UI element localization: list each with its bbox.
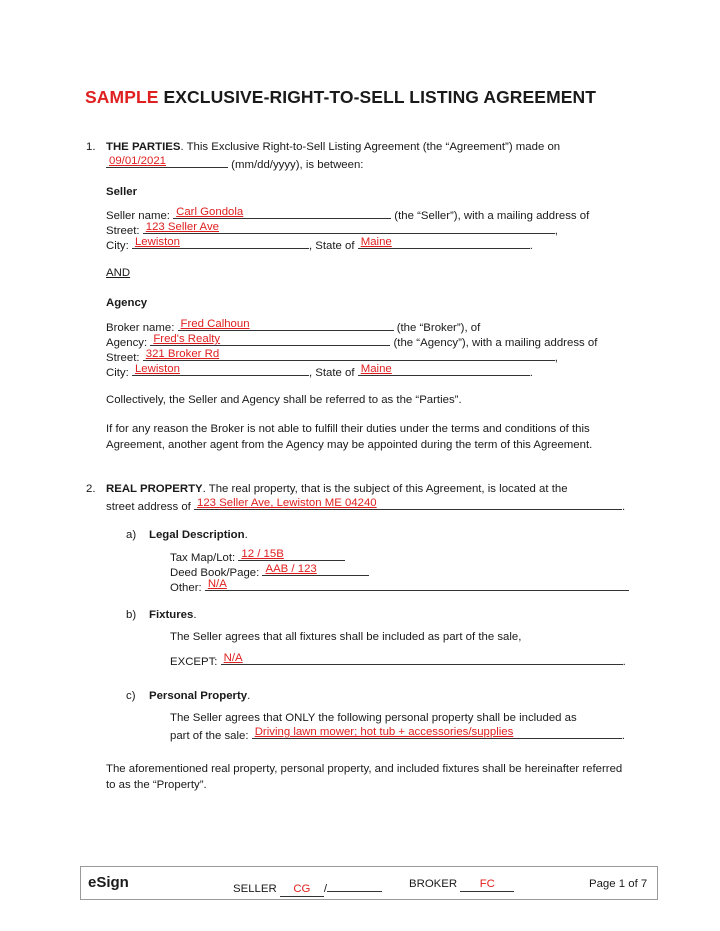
property-address-line: street address of 123 Seller Ave, Lewiston ME 04240 . [106,497,626,513]
deed-book-label: Deed Book/Page: [170,567,260,579]
seller-state-label: , State of [308,240,355,252]
seller-city-label: City: [106,240,129,252]
section-1-number: 1. [86,141,96,153]
section-1-intro-text: . This Exclusive Right-to-Sell Listing Agreement (the “Agreement”) made on [180,141,561,153]
section-2-intro-text: . The real property, that is the subject of this Agreement, is located at the [202,483,568,495]
fixtures-except-field[interactable]: N/A [221,652,623,665]
agreement-date-field[interactable]: 09/01/2021 [106,155,228,168]
legal-description-heading: Legal Description. [149,529,248,541]
section-1-intro [106,140,560,154]
legal-marker: a) [126,529,137,541]
closing-paragraph: The aforementioned real property, personal property, and included fixtures shall be hereinafter referred to as the “Property”. [106,763,623,791]
fixtures-except-label: EXCEPT: [170,656,218,668]
seller-street-label: Street: [106,225,140,237]
other-field[interactable]: N/A [205,578,629,591]
seller-initials-field[interactable]: CG [280,883,324,897]
fulfill-paragraph: If for any reason the Broker is not able to fulfill their duties under the terms and conditions of this Agreement, another agent from the Agency may be appointed during the term of this Agreement. [106,423,593,451]
agency-city-label: City: [106,367,129,379]
agency-city-line: City: Lewiston , State of Maine . [106,363,533,379]
agency-name-suffix: (the “Agency”), with a mailing address of [393,337,598,349]
agency-name-field[interactable]: Fred's Realty [150,333,390,346]
section-2-heading: REAL PROPERTY [106,483,203,495]
property-address-label: street address of [106,501,191,513]
agency-city-field[interactable]: Lewiston [132,363,309,376]
seller-name-label: Seller name: [106,210,170,222]
broker-name-suffix: (the “Broker”), of [396,322,481,334]
broker-initials-line [409,878,514,892]
agency-name-label: Agency: [106,337,148,349]
agency-street-field[interactable]: 321 Broker Rd [143,348,555,361]
personal-property-field[interactable]: Driving lawn mower; hot tub + accessories/supplies [252,726,622,739]
agreement-date-line [106,155,363,172]
agreement-date-suffix: (mm/dd/yyyy), is between: [231,159,364,171]
title-text: EXCLUSIVE-RIGHT-TO-SELL LISTING AGREEMENT [158,87,597,107]
other-label: Other: [170,582,202,594]
agency-street-line: Street: 321 Broker Rd , [106,348,558,364]
seller-initials-second-field[interactable] [327,878,382,892]
other-line [170,578,629,595]
seller-name-suffix: (the “Seller”), with a mailing address of [394,210,590,222]
title-sample-word: SAMPLE [85,87,159,107]
seller-heading: Seller [106,186,138,198]
fixtures-except-line: EXCEPT: N/A . [170,652,626,668]
initials-slash: / [323,883,328,895]
page-number: Page 1 of 7 [589,878,648,890]
agency-heading: Agency [106,297,148,309]
fixtures-heading: Fixtures. [149,609,197,621]
fixtures-marker: b) [126,609,137,621]
tax-map-field[interactable]: 12 / 15B [238,548,345,561]
agency-street-label: Street: [106,352,140,364]
fixtures-text: The Seller agrees that all fixtures shall be included as part of the sale, [170,631,522,643]
section-1-heading: THE PARTIES [106,141,181,153]
broker-name-label: Broker name: [106,322,175,334]
seller-street-line: Street: 123 Seller Ave , [106,221,558,237]
agency-state-label: , State of [308,367,355,379]
deed-book-field[interactable]: AAB / 123 [262,563,369,576]
seller-city-line: City: Lewiston , State of Maine . [106,236,533,252]
agency-state-field[interactable]: Maine [358,363,530,376]
broker-name-field[interactable]: Fred Calhoun [178,318,394,331]
seller-state-field[interactable]: Maine [358,236,530,249]
personal-property-line: part of the sale: Driving lawn mower; hot tub + accessories/supplies . [170,726,625,742]
broker-initials-field[interactable]: FC [460,878,514,892]
seller-city-field[interactable]: Lewiston [132,236,309,249]
seller-initials-label: SELLER [233,883,277,895]
seller-initials-line [233,878,382,897]
personal-property-label: part of the sale: [170,730,249,742]
property-address-field[interactable]: 123 Seller Ave, Lewiston ME 04240 [194,497,622,510]
personal-property-text: The Seller agrees that ONLY the following personal property shall be included as [170,712,577,724]
page-footer [80,866,658,900]
seller-street-field[interactable]: 123 Seller Ave [143,221,555,234]
and-label: AND [106,267,131,279]
personal-property-heading: Personal Property. [149,690,251,702]
collectively-paragraph: Collectively, the Seller and Agency shall be referred to as the “Parties”. [106,394,462,406]
section-2-number: 2. [86,483,96,495]
esign-logo: eSign [88,874,129,891]
section-2-intro [106,482,568,496]
page-title [85,87,685,108]
personal-marker: c) [126,690,136,702]
broker-initials-label: BROKER [409,878,458,890]
tax-map-label: Tax Map/Lot: [170,552,236,564]
seller-name-field[interactable]: Carl Gondola [173,206,391,219]
